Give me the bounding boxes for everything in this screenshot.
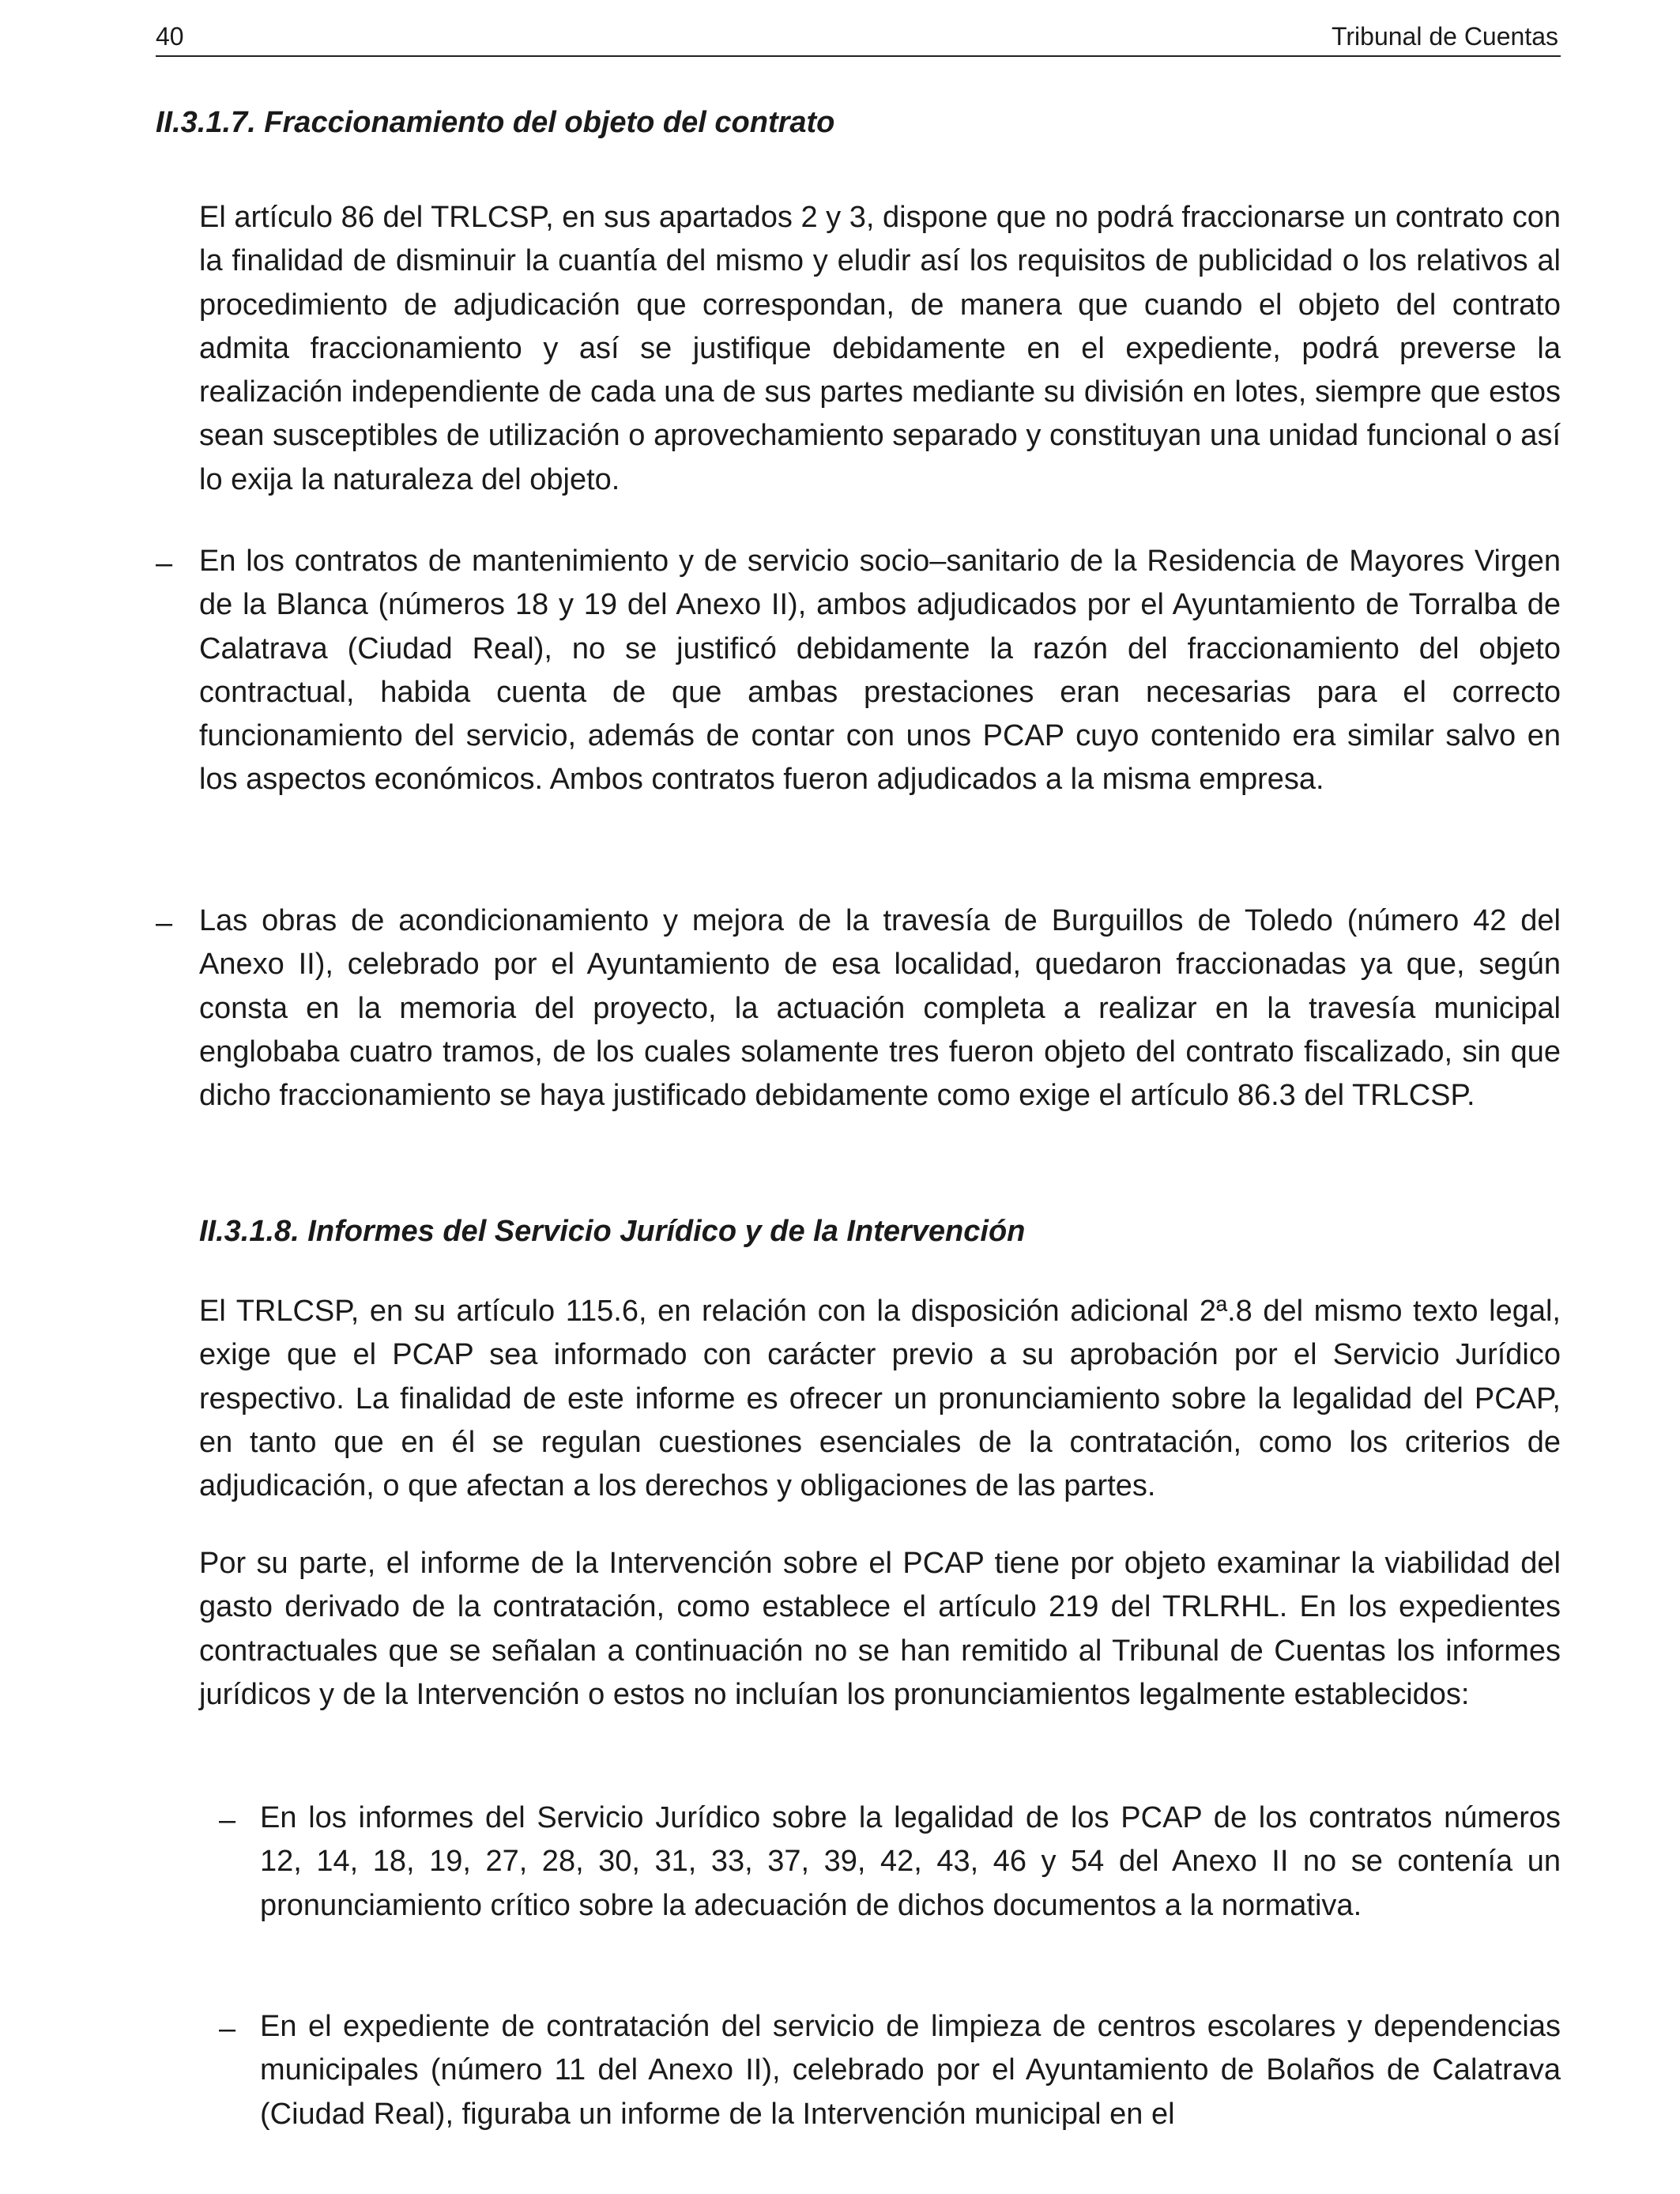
bullet-marker: – bbox=[156, 907, 173, 940]
bullet-marker: – bbox=[219, 1804, 236, 1837]
paragraph-article-115: El TRLCSP, en su artículo 115.6, en relación con la disposición adicional 2ª.8 del mismo texto legal, exige que el PCAP sea informado con carácter previo a su aprobación por el Servicio Jurídico respectivo. La finalidad de este informe es ofrecer un pronunciamiento sobre la legalidad del PCAP, en tanto que en él se regulan cuestiones esenciales de la contratación, como los criterios de adjudicación, o que afectan a los derechos y obligaciones de las partes. bbox=[199, 1295, 1561, 1503]
bullet-marker: – bbox=[219, 2012, 236, 2045]
section-heading-fraccionamiento: II.3.1.7. Fraccionamiento del objeto del contrato bbox=[156, 106, 835, 139]
paragraph-article-86: El artículo 86 del TRLCSP, en sus apartados 2 y 3, dispone que no podrá fraccionarse un contrato con la finalidad de disminuir la cuantía del mismo y eludir así los requisitos de publicidad o los relativos al procedimiento de adjudicación que correspondan, de manera que cuando el objeto del contrato admita fraccionamiento y así se justifique debidamente en el expediente, podrá preverse la realización independiente de cada una de sus partes mediante su división en lotes, siempre que estos sean susceptibles de utilización o aprovechamiento separado y constituyan una unidad funcional o así lo exija la naturaleza del objeto. bbox=[199, 201, 1561, 496]
bullet-item-burguillos: Las obras de acondicionamiento y mejora de la travesía de Burguillos de Toledo (número 42 del Anexo II), celebrado por el Ayuntamiento de esa localidad, quedaron fraccionadas ya que, según consta en la memoria del proyecto, la actuación completa a realizar en la travesía municipal englobaba cuatro tramos, de los cuales solamente tres fueron objeto del contrato fiscalizado, sin que dicho fraccionamiento se haya justificado debidamente como exige el artículo 86.3 del TRLCSP. bbox=[199, 904, 1561, 1113]
bullet-item-servicio-juridico: En los informes del Servicio Jurídico sobre la legalidad de los PCAP de los contratos números 12, 14, 18, 19, 27, 28, 30, 31, 33, 37, 39, 42, 43, 46 y 54 del Anexo II no se contenía un pronunciamiento crítico sobre la adecuación de dichos documentos a la normativa. bbox=[260, 1801, 1561, 1922]
section-heading-informes: II.3.1.8. Informes del Servicio Jurídico y de la Intervención bbox=[199, 1215, 1026, 1248]
paragraph-intervencion: Por su parte, el informe de la Intervención sobre el PCAP tiene por objeto examinar la viabilidad del gasto derivado de la contratación, como establece el artículo 219 del TRLRHL. En los expedientes contractuales que se señalan a continuación no se han remitido al Tribunal de Cuentas los informes jurídicos y de la Intervención o estos no incluían los pronunciamientos legalmente establecidos: bbox=[199, 1547, 1561, 1711]
bullet-marker: – bbox=[156, 547, 173, 580]
bullet-item-bolanos: En el expediente de contratación del servicio de limpieza de centros escolares y dependencias municipales (número 11 del Anexo II), celebrado por el Ayuntamiento de Bolaños de Calatrava (Ciudad Real), figuraba un informe de la Intervención municipal en el bbox=[260, 2010, 1561, 2131]
running-title: Tribunal de Cuentas bbox=[1332, 22, 1558, 51]
page-number: 40 bbox=[156, 22, 184, 51]
bullet-item-torralba: En los contratos de mantenimiento y de servicio socio–sanitario de la Residencia de Mayores Virgen de la Blanca (números 18 y 19 del Anexo II), ambos adjudicados por el Ayuntamiento de Torralba de Calatrava (Ciudad Real), no se justificó debidamente la razón del fraccionamiento del objeto contractual, habida cuenta de que ambas prestaciones eran necesarias para el correcto funcionamiento del servicio, además de contar con unos PCAP cuyo contenido era similar salvo en los aspectos económicos. Ambos contratos fueron adjudicados a la misma empresa. bbox=[199, 545, 1561, 797]
page-header bbox=[156, 21, 1561, 57]
